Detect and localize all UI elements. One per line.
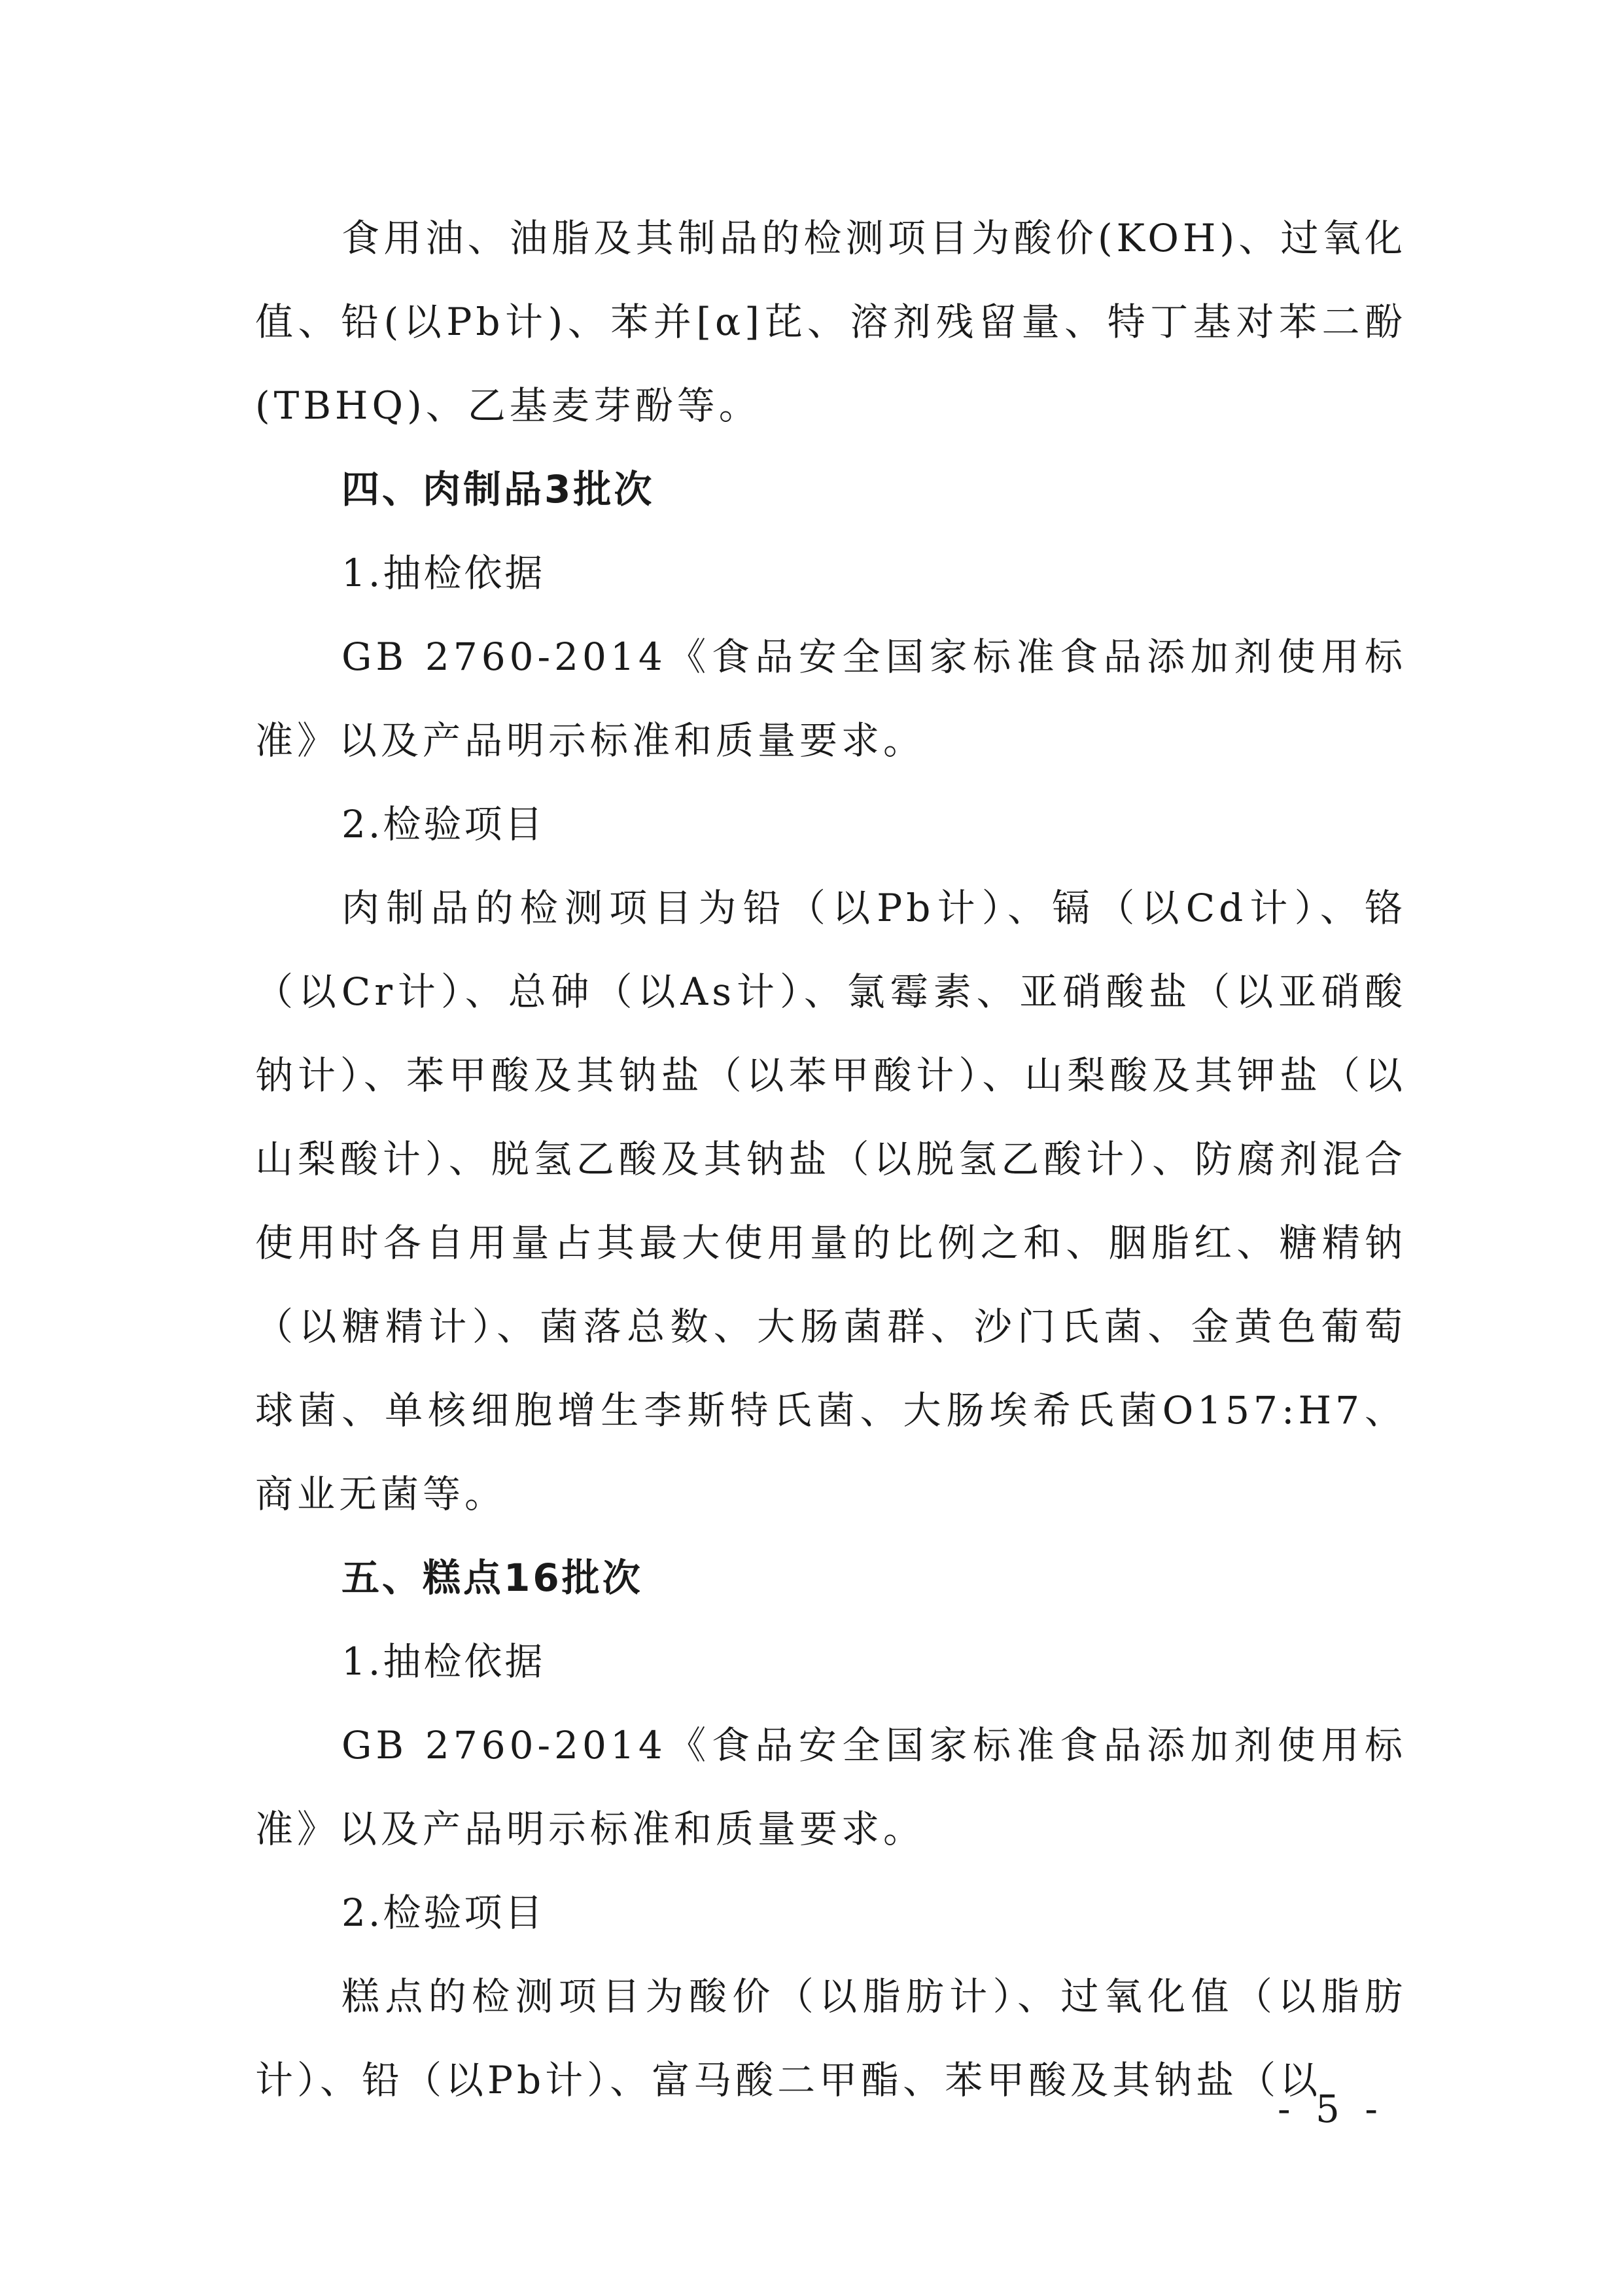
- section-heading-pastry: 五、糕点16批次: [341, 1556, 643, 1600]
- section-heading-meat-products: 四、肉制品3批次: [341, 467, 655, 512]
- subheading-sampling-basis: 1.抽检依据: [341, 1639, 546, 1684]
- paragraph-meat-test-items: 肉制品的检测项目为铅（以Pb计）、镉（以Cd计）、铬（以Cr计）、总砷（以As计）、氯霉素、亚硝酸盐（以亚硝酸钠计）、苯甲酸及其钠盐（以苯甲酸计）、山梨酸及其钾盐（以山梨酸计）、脱氢乙酸及其钠盐（以脱氢乙酸计）、防腐剂混合使用时各自用量占其最大使用量的比例之和、胭脂红、糖精钠（以糖精计）、菌落总数、大肠菌群、沙门氏菌、金黄色葡萄球菌、单核细胞增生李斯特氏菌、大肠埃希氏菌O157:H7、商业无菌等。: [255, 886, 1406, 1516]
- document-body: [255, 196, 1406, 2122]
- subheading-sampling-basis: 1.抽检依据: [341, 551, 546, 595]
- paragraph-meat-standard: GB 2760-2014《食品安全国家标准食品添加剂使用标准》以及产品明示标准和质量要求。: [255, 635, 1406, 763]
- paragraph-pastry-test-items: 糕点的检测项目为酸价（以脂肪计）、过氧化值（以脂肪计）、铅（以Pb计）、富马酸二甲酯、苯甲酸及其钠盐（以: [255, 1974, 1406, 2102]
- subheading-test-items: 2.检验项目: [341, 1890, 546, 1935]
- page-number: - 5 -: [1278, 2087, 1384, 2131]
- paragraph-pastry-standard: GB 2760-2014《食品安全国家标准食品添加剂使用标准》以及产品明示标准和质量要求。: [255, 1723, 1406, 1851]
- paragraph-edible-oil-items: 食用油、油脂及其制品的检测项目为酸价(KOH)、过氧化值、铅(以Pb计)、苯并[α]芘、溶剂残留量、特丁基对苯二酚(TBHQ)、乙基麦芽酚等。: [255, 216, 1406, 428]
- subheading-test-items: 2.检验项目: [341, 802, 546, 846]
